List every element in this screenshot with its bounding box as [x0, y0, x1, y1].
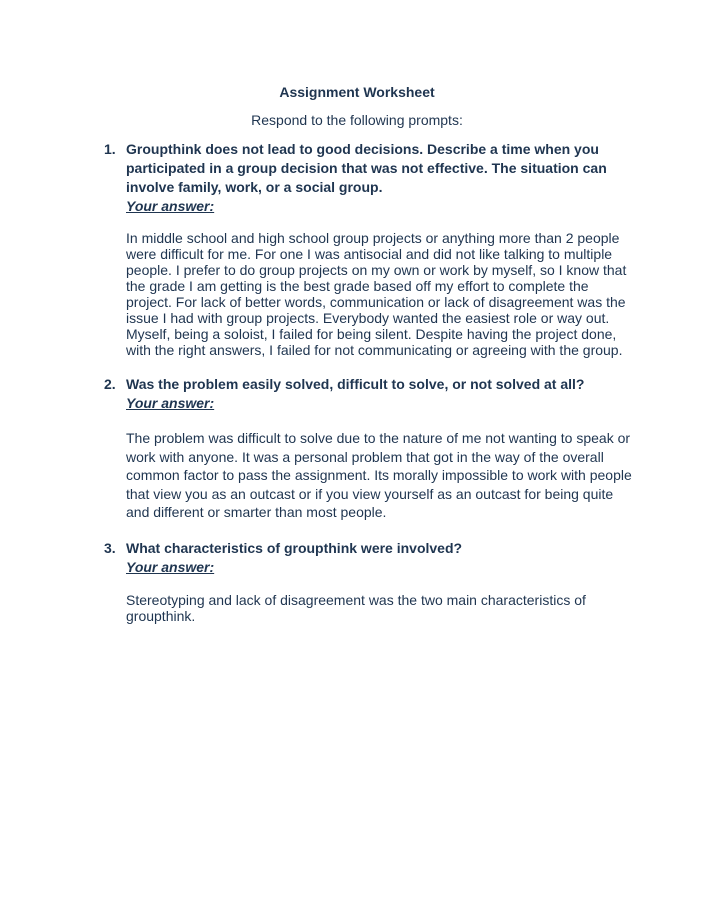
question-3-answer-label: Your answer: [126, 559, 215, 575]
question-2 [104, 375, 624, 413]
question-2-answer: The problem was difficult to solve due to the nature of me not wanting to speak or work with anyone. It was a personal problem that got in the way of the overall common factor to pass the assignment. Its morally impossible to work with people that view you as an outcast or if you view yourself as an outcast for being quite and different or smarter than most people. [126, 430, 632, 520]
question-2-prompt: Was the problem easily solved, difficult to solve, or not solved at all? [126, 376, 585, 392]
question-3-number: 3. [104, 540, 116, 556]
question-3-prompt-row [104, 539, 624, 558]
document-subtitle: Respond to the following prompts: [251, 112, 463, 128]
question-2-answer-label: Your answer: [126, 395, 215, 411]
question-3-answer: Stereotyping and lack of disagreement was the two main characteristics of groupthink. [126, 592, 586, 624]
question-1-prompt-row [104, 140, 624, 197]
question-1 [104, 140, 624, 216]
question-2-number: 2. [104, 376, 116, 392]
question-3-prompt: What characteristics of groupthink were involved? [126, 540, 463, 556]
question-2-prompt-row [104, 375, 624, 394]
document-title: Assignment Worksheet [279, 84, 435, 100]
question-3 [104, 539, 624, 577]
question-1-answer-label: Your answer: [126, 198, 215, 214]
question-1-prompt: Groupthink does not lead to good decisions. Describe a time when you participated in a group decision that was not effective. The situation can involve family, work, or a social group. [126, 141, 607, 195]
question-1-number: 1. [104, 141, 116, 157]
question-1-answer: In middle school and high school group projects or anything more than 2 people were difficult for me. For one I was antisocial and did not like talking to multiple people. I prefer to do group projects on my own or work by myself, so I know that the grade I am getting is the best grade based off my effort to complete the project. For lack of better words, communication or lack of disagreement was the issue I had with group projects. Everybody wanted the easiest role or way out. Myself, being a soloist, I failed for being silent. Despite having the project done, with the right answers, I failed for not communicating or agreeing with the group. [126, 230, 627, 358]
